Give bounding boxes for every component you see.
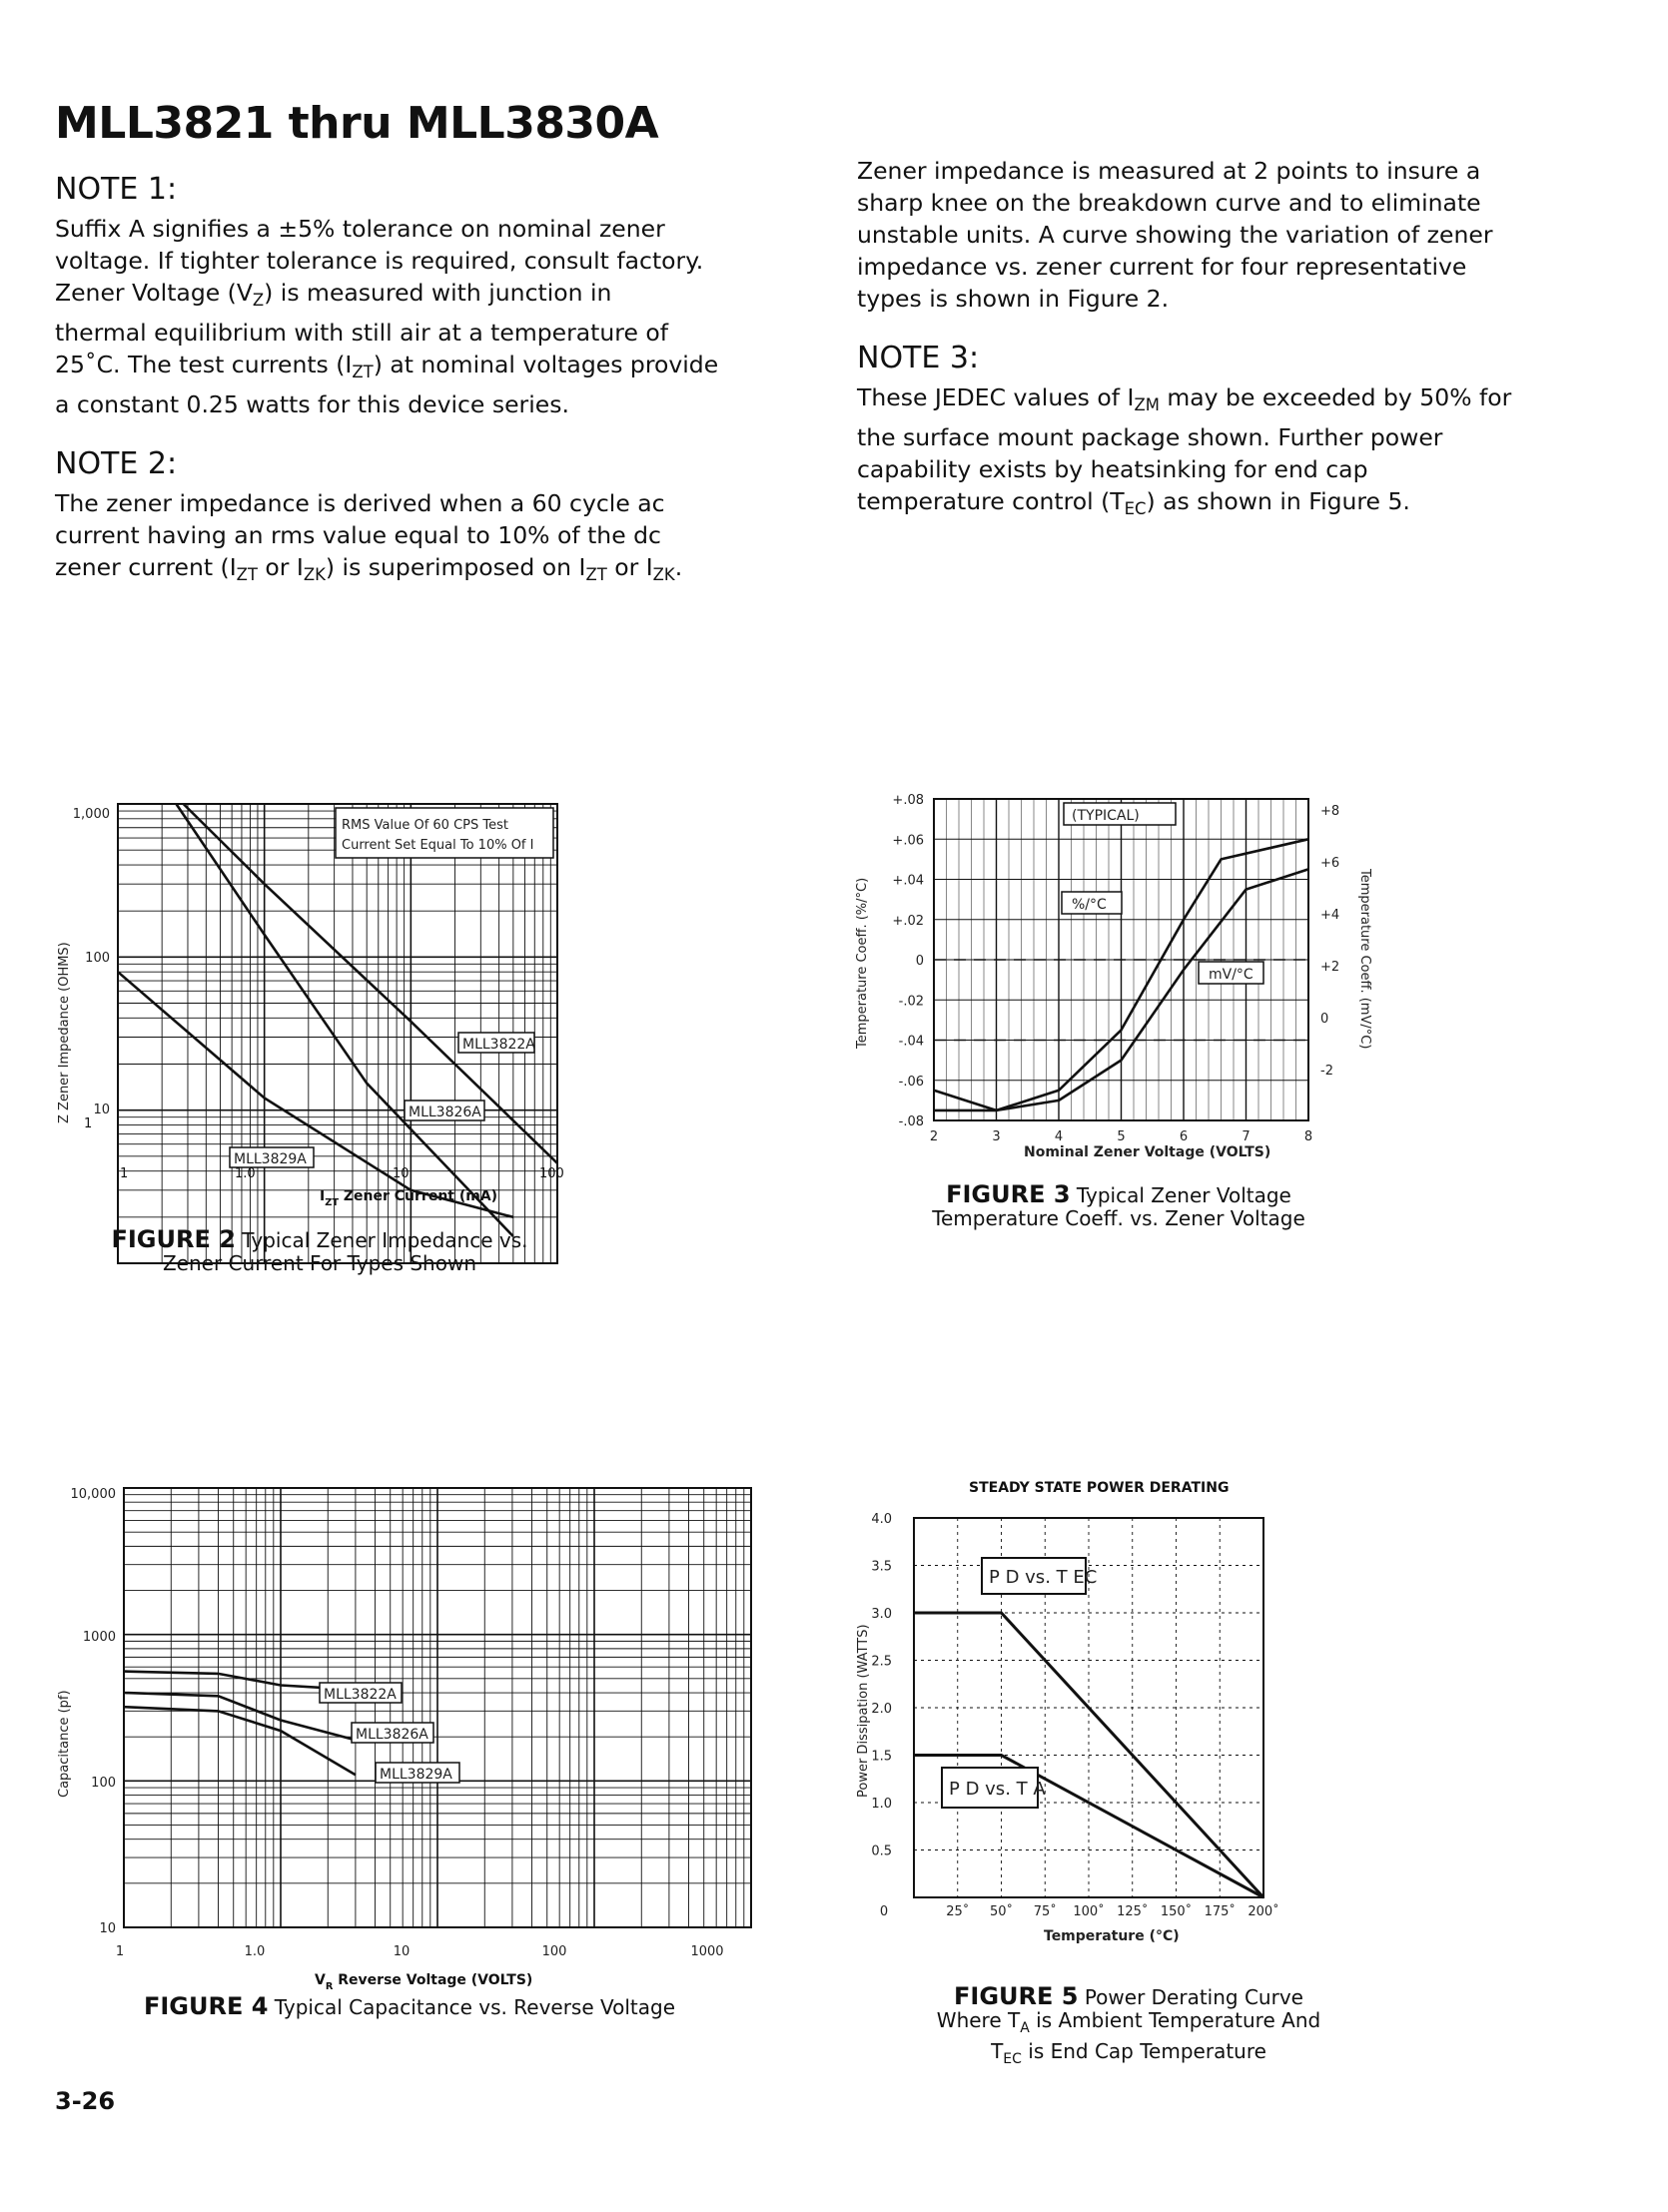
- note-3-text: [857, 381, 1576, 525]
- y-tick-left: 0: [915, 954, 924, 969]
- note-3-line: These JEDEC values of I: [857, 383, 1135, 411]
- y-tick-left: +.08: [892, 793, 924, 808]
- y-tick: 10: [99, 1921, 116, 1936]
- caption-line: Typical Zener Impedance vs.: [235, 1228, 528, 1252]
- note-1-line: voltage. If tighter tolerance is required, consult factory.: [55, 247, 704, 275]
- figure-2-caption: [100, 1225, 539, 1275]
- x-label-text: Zener Current (mA): [339, 1188, 498, 1204]
- x-tick: 125˚: [1117, 1904, 1149, 1919]
- page-number: 3-26: [55, 2087, 116, 2115]
- figure-2-note-line-2: Current Set Equal To 10% Of I: [342, 838, 534, 853]
- y-tick: 10,000: [70, 1487, 116, 1502]
- x-tick: 1: [120, 1166, 129, 1181]
- note-2-line: or I: [257, 553, 304, 581]
- figure-2-chart: [40, 794, 599, 1167]
- note-2-line: sharp knee on the breakdown curve and to eliminate: [857, 189, 1481, 217]
- x-tick: 10: [393, 1166, 410, 1181]
- figure-2-x-label: [320, 1188, 497, 1208]
- x-label-symbol: V: [315, 1972, 326, 1988]
- series-label-mll3829a: MLL3829A: [380, 1767, 452, 1783]
- figure-3-caption: [919, 1180, 1318, 1230]
- x-label-symbol: I: [320, 1188, 326, 1204]
- caption-line: T: [991, 2039, 1004, 2063]
- subscript: ZT: [585, 565, 607, 584]
- x-tick: 0: [879, 1904, 889, 1919]
- x-tick: 150˚: [1160, 1904, 1193, 1919]
- figure-5-title: STEADY STATE POWER DERATING: [969, 1480, 1230, 1496]
- figure-4-x-label: [315, 1972, 532, 1992]
- caption-line: Power Derating Curve: [1078, 1985, 1303, 2009]
- subscript: ZK: [303, 565, 326, 584]
- series-label-mll3826a: MLL3826A: [356, 1727, 428, 1743]
- caption-line: Typical Zener Voltage: [1070, 1183, 1291, 1207]
- y-tick-right: 0: [1320, 1012, 1329, 1027]
- figure-4-grid: [124, 1488, 751, 1927]
- x-tick: 3: [992, 1129, 1001, 1144]
- figure-5-caption: [919, 1982, 1338, 2071]
- figure-4-y-label: Capacitance (pf): [57, 1690, 72, 1798]
- x-tick: 1.0: [235, 1166, 256, 1181]
- x-tick: 25˚: [946, 1904, 970, 1919]
- figure-2-note-line-1: RMS Value Of 60 CPS Test: [342, 818, 508, 833]
- figure-3-right-ticks: [1320, 804, 1339, 1079]
- subscript: ZT: [352, 363, 374, 381]
- series-label-pd-vs-ta: P D vs. T A: [949, 1779, 1046, 1800]
- note-1-line: 25˚C. The test currents (I: [55, 351, 353, 378]
- note-1-heading: NOTE 1:: [55, 172, 178, 207]
- x-tick: 6: [1179, 1129, 1189, 1144]
- caption-line: Typical Capacitance vs. Reverse Voltage: [268, 1995, 676, 2019]
- x-tick: 1: [115, 1944, 125, 1959]
- figure-3-chart: [844, 789, 1383, 1160]
- caption-bold: FIGURE 2: [111, 1225, 236, 1253]
- note-1-line: ) at nominal voltages provide: [373, 351, 719, 378]
- y-tick: 1: [84, 1116, 93, 1131]
- y-tick: 2.0: [871, 1702, 892, 1717]
- note-2-line: The zener impedance is derived when a 60 cycle ac: [55, 489, 665, 517]
- x-tick: 50˚: [989, 1904, 1014, 1919]
- subscript: Z: [252, 291, 265, 310]
- caption-bold: FIGURE 5: [954, 1982, 1079, 2010]
- y-tick: 100: [85, 951, 110, 966]
- series-label-mll3822a: MLL3822A: [462, 1037, 535, 1053]
- y-tick-left: +.02: [892, 913, 924, 929]
- x-tick: 8: [1303, 1129, 1313, 1144]
- figure-5-x-ticks: [880, 1903, 1279, 1919]
- note-1-line: ) is measured with junction in: [264, 279, 612, 307]
- note-2: [55, 446, 774, 591]
- x-tick: 1000: [690, 1944, 724, 1959]
- y-tick-right: +4: [1320, 908, 1340, 923]
- y-tick-left: -.08: [898, 1114, 924, 1129]
- note-2-line: zener current (I: [55, 553, 237, 581]
- note-2-continued-text: [857, 155, 1576, 315]
- y-tick: 1000: [82, 1630, 116, 1645]
- note-2-heading: NOTE 2:: [55, 446, 178, 481]
- figure-2-lower: [40, 1116, 599, 1298]
- subscript: ZK: [652, 565, 675, 584]
- note-2-line: or I: [606, 553, 653, 581]
- series-label-pd-vs-tec: P D vs. T EC: [989, 1567, 1098, 1588]
- figure-3-x-label: Nominal Zener Voltage (VOLTS): [1024, 1144, 1271, 1160]
- subscript: A: [1020, 2020, 1030, 2036]
- x-tick: 100: [541, 1944, 567, 1959]
- figure-3-typical-label: (TYPICAL): [1072, 808, 1140, 824]
- caption-line: Where T: [936, 2008, 1021, 2032]
- figure-2-y-ticks: [73, 807, 110, 1117]
- note-3-line: capability exists by heatsinking for end cap: [857, 455, 1368, 483]
- subscript: ZM: [1134, 395, 1160, 414]
- x-tick: 100: [539, 1166, 564, 1181]
- series-label-mll3822a: MLL3822A: [324, 1687, 397, 1703]
- x-tick: 2: [929, 1129, 939, 1144]
- note-2-text: [55, 487, 774, 591]
- figure-5-x-label: Temperature (°C): [1044, 1928, 1180, 1944]
- figure-2-y-label: Z Zener Impedance (OHMS): [57, 942, 72, 1123]
- note-3: [857, 341, 1576, 525]
- series-label-mll3826a: MLL3826A: [409, 1105, 481, 1120]
- figure-5-y-ticks: [871, 1512, 892, 1859]
- y-tick-right: +8: [1320, 804, 1340, 819]
- y-tick: 0.5: [871, 1843, 892, 1859]
- subscript: EC: [1003, 2051, 1022, 2067]
- y-tick: 100: [91, 1776, 116, 1791]
- note-3-heading: NOTE 3:: [857, 341, 980, 375]
- x-tick: 4: [1054, 1129, 1064, 1144]
- note-3-line: ) as shown in Figure 5.: [1146, 487, 1410, 515]
- figure-3-y-label-left: Temperature Coeff. (%/°C): [855, 877, 870, 1049]
- note-2-line: unstable units. A curve showing the variation of zener: [857, 221, 1493, 249]
- series-label-pct: %/°C: [1072, 897, 1107, 913]
- subscript: R: [325, 1981, 334, 1992]
- caption-line: is Ambient Temperature And: [1029, 2008, 1321, 2032]
- y-tick-left: -.06: [898, 1074, 924, 1090]
- note-2-line: .: [674, 553, 683, 581]
- note-2-line: types is shown in Figure 2.: [857, 285, 1170, 313]
- figure-5-chart: [849, 1498, 1348, 1947]
- note-3-line: the surface mount package shown. Further power: [857, 423, 1443, 451]
- subscript: ZT: [236, 565, 258, 584]
- figure-4-chart: [40, 1478, 739, 1997]
- note-1-text: [55, 213, 774, 420]
- x-tick: 175˚: [1204, 1904, 1236, 1919]
- document-title: MLL3821 thru MLL3830A: [55, 98, 659, 149]
- figure-5-y-label: Power Dissipation (WATTS): [856, 1624, 871, 1798]
- notes-left-column: [55, 172, 774, 617]
- note-1-line: thermal equilibrium with still air at a temperature of: [55, 319, 669, 347]
- note-2-line: current having an rms value equal to 10% of the dc: [55, 521, 661, 549]
- y-tick: 1.0: [871, 1797, 892, 1812]
- y-tick-left: -.02: [898, 994, 924, 1010]
- y-tick: 1,000: [72, 807, 110, 822]
- y-tick: 2.5: [871, 1654, 892, 1670]
- note-3-line: may be exceeded by 50% for: [1159, 383, 1512, 411]
- figure-3-left-ticks: [892, 793, 924, 1129]
- note-2-line: ) is superimposed on I: [325, 553, 586, 581]
- x-label-text: Reverse Voltage (VOLTS): [333, 1972, 533, 1988]
- curve-mll3829a: [124, 1707, 356, 1775]
- caption-line: is End Cap Temperature: [1021, 2039, 1266, 2063]
- x-tick: 100˚: [1073, 1904, 1105, 1919]
- x-tick: 7: [1242, 1129, 1251, 1144]
- caption-line: Zener Current For Types Shown: [162, 1251, 476, 1275]
- x-tick: 10: [393, 1944, 411, 1959]
- x-tick: 1.0: [244, 1944, 266, 1959]
- note-2-line: impedance vs. zener current for four representative: [857, 253, 1467, 281]
- x-tick: 75˚: [1033, 1904, 1057, 1919]
- y-tick: 4.0: [871, 1512, 892, 1527]
- note-1-line: a constant 0.25 watts for this device series.: [55, 390, 569, 418]
- caption-line: Temperature Coeff. vs. Zener Voltage: [932, 1206, 1305, 1230]
- y-tick: 3.0: [871, 1607, 892, 1622]
- figure-3-grid: [934, 799, 1308, 1120]
- note-3-line: temperature control (T: [857, 487, 1125, 515]
- notes-right-column: [857, 155, 1576, 551]
- y-tick: 1.5: [871, 1749, 892, 1765]
- y-tick-right: +2: [1320, 960, 1340, 975]
- caption-bold: FIGURE 4: [143, 1992, 269, 2020]
- subscript: EC: [1124, 499, 1147, 518]
- y-tick-left: +.06: [892, 833, 924, 849]
- figure-3-x-ticks: [930, 1129, 1312, 1144]
- note-1-line: Suffix A signifies a ±5% tolerance on nominal zener: [55, 215, 665, 243]
- note-2-continued: [857, 155, 1576, 315]
- note-1: [55, 172, 774, 420]
- series-label-mll3829a: MLL3829A: [234, 1151, 307, 1167]
- note-1-line: Zener Voltage (V: [55, 279, 253, 307]
- y-tick-right: -2: [1320, 1064, 1333, 1079]
- note-2-line: Zener impedance is measured at 2 points to insure a: [857, 157, 1481, 185]
- y-tick-left: -.04: [898, 1034, 924, 1050]
- series-label-mv: mV/°C: [1209, 967, 1253, 983]
- caption-bold: FIGURE 3: [946, 1180, 1071, 1208]
- figure-3-y-label-right: Temperature Coeff. (mV/°C): [1357, 869, 1372, 1050]
- y-tick-right: +6: [1320, 856, 1340, 871]
- x-tick: 5: [1117, 1129, 1126, 1144]
- figure-4-caption: [120, 1992, 699, 2020]
- y-tick-left: +.04: [892, 873, 924, 889]
- subscript: ZT: [325, 1197, 340, 1208]
- y-tick: 10: [93, 1103, 110, 1117]
- y-tick: 3.5: [871, 1559, 892, 1575]
- x-tick: 200˚: [1248, 1904, 1279, 1919]
